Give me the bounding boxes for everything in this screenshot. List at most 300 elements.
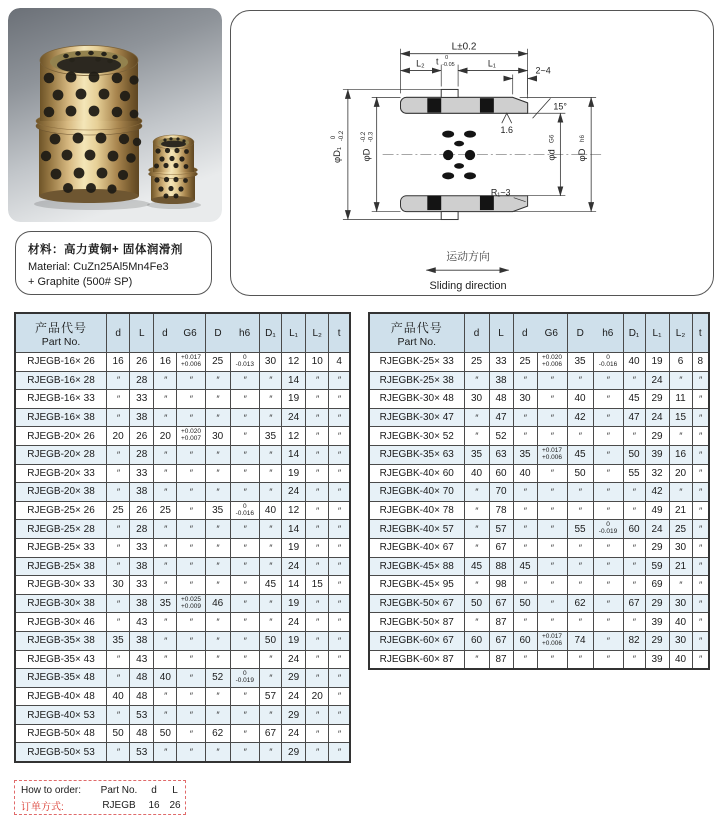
part-no-cell: RJEGB-35× 48 [15,669,107,688]
value-cell: 67 [623,594,645,613]
value-cell: ″ [306,464,329,483]
value-cell: ″ [306,594,329,613]
value-cell: 16 [669,445,692,464]
value-cell: ″ [306,408,329,427]
table-row [15,576,350,595]
value-cell: ″ [669,576,692,595]
table-row [15,706,350,725]
value-cell: ″ [259,743,281,762]
value-cell: 42 [567,408,593,427]
value-cell: 59 [645,557,669,576]
value-cell: ″ [623,501,645,520]
value-cell: ″ [513,427,537,446]
value-cell: ″ [306,520,329,539]
value-cell: ″ [537,483,567,502]
value-cell: ″ [205,520,230,539]
value-cell: ″ [230,408,259,427]
value-cell: ″ [154,706,177,725]
value-cell: ″ [669,483,692,502]
value-cell: ″ [230,464,259,483]
value-cell: ″ [692,390,709,409]
value-cell: ″ [306,390,329,409]
value-cell: 40 [567,390,593,409]
value-cell: ″ [306,631,329,650]
col-header-L1: L₁ [645,313,669,353]
part-no-cell: RJEGBK-40× 67 [369,538,464,557]
value-cell: ″ [567,557,593,576]
value-cell: 35 [513,445,537,464]
value-cell: 49 [645,501,669,520]
value-cell: +0.020 +0.007 [177,427,205,446]
value-cell: ″ [329,483,350,502]
value-cell: ″ [329,650,350,669]
col-header-D-h6: D h6 [567,313,623,353]
dim-label-l2: L₂ [416,58,425,69]
value-cell: ″ [259,538,281,557]
value-cell: ″ [230,445,259,464]
value-cell: ″ [464,483,489,502]
value-cell: 30 [669,538,692,557]
value-cell: ″ [177,706,205,725]
table-row [15,520,350,539]
value-cell: 30 [513,390,537,409]
value-cell: 47 [623,408,645,427]
value-cell: ″ [230,613,259,632]
value-cell: 20 [306,687,329,706]
dim-d1-tol-bot: -0.2 [338,130,345,142]
value-cell: +0.020 +0.006 [537,353,567,372]
value-cell: ″ [329,464,350,483]
value-cell: ″ [230,724,259,743]
value-cell: 40 [107,687,130,706]
value-cell: ″ [593,576,623,595]
part-no-cell: RJEGB-40× 48 [15,687,107,706]
dim-t-tol-bot: -0.05 [442,62,455,69]
value-cell: 26 [130,501,154,520]
value-cell: 14 [282,576,306,595]
value-cell: 35 [259,427,281,446]
value-cell: 30 [107,576,130,595]
part-no-cell: RJEGBK-30× 47 [369,408,464,427]
value-cell: ″ [177,743,205,762]
value-cell: ″ [593,613,623,632]
value-cell: 57 [259,687,281,706]
value-cell: 19 [645,353,669,372]
value-cell: ″ [177,724,205,743]
dim-label-angle: 15° [553,101,567,112]
value-cell: 19 [282,594,306,613]
value-cell: 33 [130,464,154,483]
value-cell: 26 [130,353,154,372]
value-cell: ″ [537,594,567,613]
value-cell: 19 [282,631,306,650]
value-cell: ″ [205,706,230,725]
table-row [15,557,350,576]
value-cell: ″ [537,538,567,557]
value-cell: 29 [645,538,669,557]
value-cell: ″ [259,557,281,576]
value-cell: ″ [329,371,350,390]
col-header-t: t [329,313,350,353]
value-cell: 67 [489,538,513,557]
value-cell: 40 [669,650,692,669]
value-cell: ″ [593,650,623,669]
value-cell: 67 [489,594,513,613]
part-no-cell: RJEGB-20× 38 [15,483,107,502]
value-cell: ″ [692,408,709,427]
value-cell: ″ [154,445,177,464]
value-cell: 21 [669,557,692,576]
value-cell: ″ [513,538,537,557]
part-no-cell: RJEGBK-60× 67 [369,631,464,650]
value-cell: 10 [306,353,329,372]
value-cell: 14 [282,520,306,539]
value-cell: ″ [259,520,281,539]
value-cell: 62 [205,724,230,743]
part-no-cell: RJEGBK-25× 33 [369,353,464,372]
value-cell: ″ [230,427,259,446]
value-cell: 28 [130,520,154,539]
part-no-cell: RJEGBK-45× 88 [369,557,464,576]
value-cell: ″ [593,483,623,502]
value-cell: 50 [513,594,537,613]
value-cell: ″ [537,520,567,539]
value-cell: 4 [329,353,350,372]
value-cell: 48 [130,669,154,688]
how-to-order-box [14,780,186,815]
value-cell: 14 [282,445,306,464]
value-cell: 28 [130,371,154,390]
value-cell: ″ [623,576,645,595]
value-cell: ″ [692,650,709,669]
value-cell: 45 [259,576,281,595]
value-cell: 82 [623,631,645,650]
value-cell: ″ [329,408,350,427]
value-cell: 87 [489,613,513,632]
value-cell: 35 [567,353,593,372]
dim-t-tol-top: 0 [445,55,449,62]
value-cell: ″ [464,650,489,669]
value-cell: ″ [537,408,567,427]
value-cell: ″ [154,520,177,539]
value-cell: ″ [329,594,350,613]
value-cell: 43 [130,613,154,632]
value-cell: 45 [513,557,537,576]
dim-label-d1: φD₁ [330,146,342,164]
value-cell: ″ [107,445,130,464]
value-cell: ″ [669,371,692,390]
table-row [15,613,350,632]
value-cell: ″ [259,706,281,725]
col-header-d-g6: d G6 [154,313,205,353]
value-cell: 16 [154,353,177,372]
value-cell: ″ [692,613,709,632]
value-cell: 60 [464,631,489,650]
dim-label-d: φD [360,148,372,162]
part-no-cell: RJEGB-40× 53 [15,706,107,725]
part-no-cell: RJEGB-30× 33 [15,576,107,595]
table-row [369,353,709,372]
table-row [15,464,350,483]
value-cell: 45 [623,390,645,409]
value-cell: 0 -0.013 [230,353,259,372]
value-cell: ″ [230,520,259,539]
value-cell: +0.025 +0.009 [177,594,205,613]
col-header-D1: D₁ [259,313,281,353]
table-row [15,371,350,390]
table-row [15,650,350,669]
value-cell: 40 [513,464,537,483]
table-header-row [15,313,350,353]
value-cell: ″ [567,501,593,520]
value-cell: ″ [205,631,230,650]
value-cell: ″ [692,631,709,650]
value-cell: ″ [259,445,281,464]
value-cell: 38 [130,557,154,576]
part-no-cell: RJEGBK-50× 67 [369,594,464,613]
value-cell: ″ [107,483,130,502]
value-cell: ″ [623,371,645,390]
value-cell: 32 [645,464,669,483]
value-cell: 29 [282,706,306,725]
value-cell: 40 [623,353,645,372]
value-cell: ″ [593,501,623,520]
value-cell: 0 -0.019 [593,520,623,539]
value-cell: ″ [154,613,177,632]
value-cell: ″ [205,743,230,762]
value-cell: 38 [489,371,513,390]
value-cell: 50 [623,445,645,464]
value-cell: 62 [567,594,593,613]
value-cell: ″ [464,501,489,520]
value-cell: ″ [513,576,537,595]
part-no-cell: RJEGBK-60× 87 [369,650,464,669]
value-cell: 42 [645,483,669,502]
value-cell: ″ [623,483,645,502]
part-no-cell: RJEGB-16× 33 [15,390,107,409]
value-cell: ″ [230,538,259,557]
value-cell: ″ [107,706,130,725]
value-cell: 24 [645,371,669,390]
value-cell: ″ [692,483,709,502]
part-no-cell: RJEGB-25× 26 [15,501,107,520]
material-box [15,231,212,295]
value-cell: ″ [513,650,537,669]
value-cell: ″ [669,427,692,446]
value-cell: ″ [205,408,230,427]
value-cell: ″ [205,445,230,464]
value-cell: 24 [282,483,306,502]
table-row [369,390,709,409]
dimension-drawing [231,11,713,295]
value-cell: 98 [489,576,513,595]
sliding-direction-cn: 运动方向 [446,251,490,264]
value-cell: ″ [692,371,709,390]
value-cell: 35 [154,594,177,613]
part-no-cell: RJEGB-20× 28 [15,445,107,464]
value-cell: 39 [645,445,669,464]
table-row [15,408,350,427]
dim-label-l1: L₁ [487,58,496,69]
value-cell: ″ [623,650,645,669]
value-cell: 46 [205,594,230,613]
order-part-value: RJEGB [102,800,136,811]
table-row [369,445,709,464]
value-cell: ″ [464,576,489,595]
value-cell: ″ [107,613,130,632]
value-cell: 30 [669,594,692,613]
value-cell: ″ [107,390,130,409]
col-header-L: L [130,313,154,353]
part-no-cell: RJEGBK-40× 70 [369,483,464,502]
value-cell: ″ [567,371,593,390]
value-cell: ″ [623,538,645,557]
value-cell: 50 [567,464,593,483]
table-row [15,483,350,502]
value-cell: ″ [623,613,645,632]
value-cell: 45 [464,557,489,576]
value-cell: ″ [537,464,567,483]
dim-label-t: t [436,56,439,67]
value-cell: ″ [177,371,205,390]
value-cell: ″ [623,427,645,446]
value-cell: ″ [567,576,593,595]
value-cell: ″ [537,390,567,409]
dim-label-length: L±0.2 [451,41,477,53]
value-cell: ″ [464,427,489,446]
table-row [369,557,709,576]
value-cell: ″ [537,371,567,390]
value-cell: 29 [645,594,669,613]
value-cell: ″ [259,613,281,632]
value-cell: ″ [329,557,350,576]
value-cell: ″ [692,594,709,613]
value-cell: ″ [537,427,567,446]
value-cell: 55 [623,464,645,483]
value-cell: ″ [205,557,230,576]
value-cell: 29 [645,631,669,650]
value-cell: ″ [329,743,350,762]
value-cell: ″ [513,483,537,502]
value-cell: ″ [537,650,567,669]
value-cell: 53 [130,706,154,725]
value-cell: ″ [154,687,177,706]
col-header-d-g6: d G6 [513,313,567,353]
value-cell: 25 [205,353,230,372]
value-cell: 60 [623,520,645,539]
value-cell: 21 [669,501,692,520]
value-cell: 60 [489,464,513,483]
value-cell: ″ [107,464,130,483]
value-cell: ″ [154,576,177,595]
value-cell: ″ [593,445,623,464]
value-cell: 35 [464,445,489,464]
dim-d-tol-bot: -0.3 [368,131,375,143]
value-cell: ″ [593,557,623,576]
part-no-cell: RJEGBK-30× 52 [369,427,464,446]
table-row [369,427,709,446]
value-cell: 33 [130,576,154,595]
value-cell: ″ [259,483,281,502]
part-no-cell: RJEGB-25× 28 [15,520,107,539]
part-no-cell: RJEGB-20× 26 [15,427,107,446]
value-cell: 6 [669,353,692,372]
order-en-d: d [151,785,157,796]
col-header-L1: L₁ [282,313,306,353]
value-cell: 29 [282,743,306,762]
value-cell: ″ [513,408,537,427]
value-cell: 0 -0.016 [230,501,259,520]
table-row [369,613,709,632]
value-cell: 19 [282,390,306,409]
part-no-cell: RJEGB-16× 38 [15,408,107,427]
value-cell: ″ [537,613,567,632]
value-cell: 0 -0.016 [593,353,623,372]
value-cell: ″ [230,687,259,706]
value-cell: 19 [282,464,306,483]
value-cell: ″ [329,390,350,409]
value-cell: ″ [259,408,281,427]
part-no-cell: RJEGBK-40× 57 [369,520,464,539]
dim-label-bore: φd [545,149,557,161]
value-cell: ″ [593,538,623,557]
value-cell: ″ [306,743,329,762]
value-cell: ″ [537,557,567,576]
value-cell: 57 [489,520,513,539]
part-no-cell: RJEGB-50× 53 [15,743,107,762]
value-cell: ″ [306,557,329,576]
col-header-part-no: 产品代号 Part No. [15,313,107,353]
value-cell: ″ [205,464,230,483]
value-cell: 29 [645,390,669,409]
value-cell: ″ [154,464,177,483]
value-cell: ″ [259,371,281,390]
value-cell: ″ [464,613,489,632]
value-cell: ″ [154,390,177,409]
value-cell: ″ [230,576,259,595]
dim-label-radius: R₁~3 [490,187,511,198]
value-cell: 26 [130,427,154,446]
value-cell: ″ [692,557,709,576]
dim-bore-fit: G6 [548,134,556,144]
value-cell: ″ [306,445,329,464]
value-cell: 52 [489,427,513,446]
table-row [15,427,350,446]
bushings-photo-image [8,8,222,222]
dim-label-chamfer: 2~4 [535,65,551,76]
value-cell: ″ [593,631,623,650]
value-cell: ″ [107,408,130,427]
value-cell: ″ [154,743,177,762]
value-cell: ″ [513,501,537,520]
value-cell: 29 [282,669,306,688]
value-cell: ″ [107,538,130,557]
value-cell: 39 [645,613,669,632]
value-cell: ″ [177,538,205,557]
value-cell: 60 [513,631,537,650]
product-photo [8,8,222,222]
table-row [15,538,350,557]
value-cell: ″ [464,371,489,390]
value-cell: ″ [537,501,567,520]
order-en-part: Part No. [100,785,138,796]
table-row [15,501,350,520]
value-cell: ″ [593,390,623,409]
value-cell: 38 [130,408,154,427]
value-cell: 33 [130,538,154,557]
value-cell: ″ [230,706,259,725]
value-cell: 30 [205,427,230,446]
